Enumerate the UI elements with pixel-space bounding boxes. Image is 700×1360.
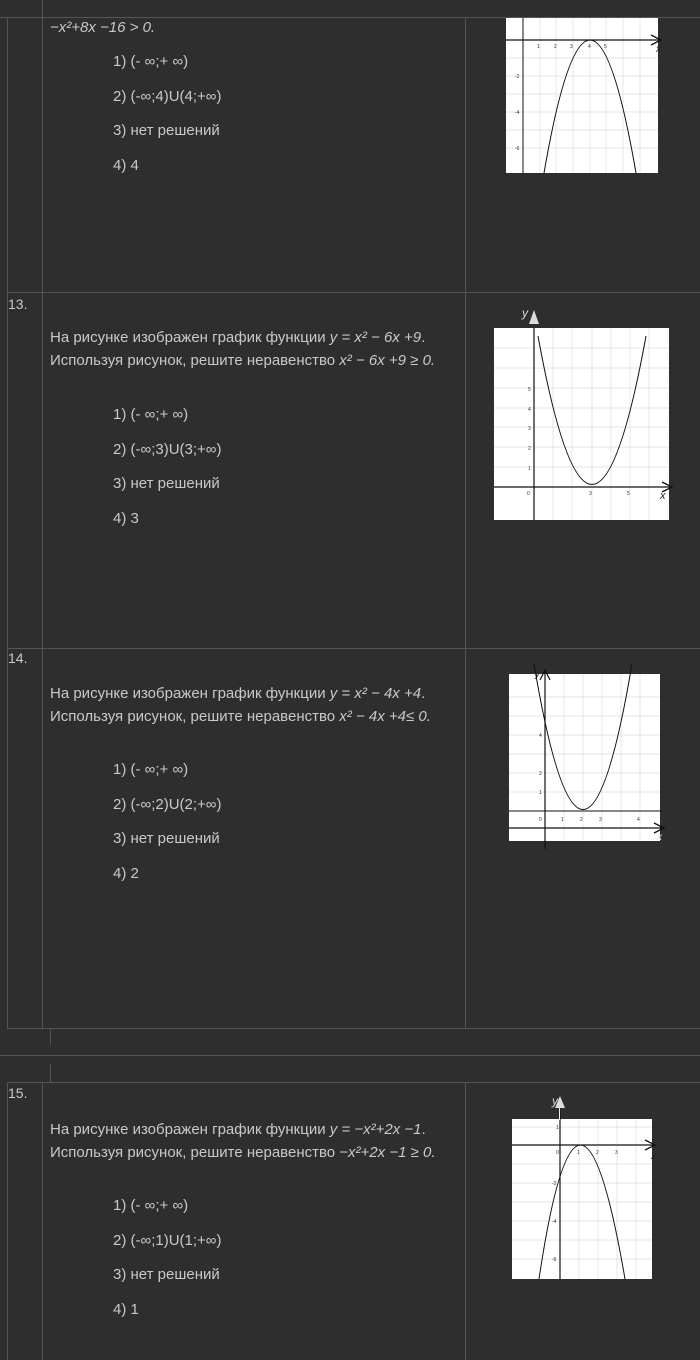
svg-text:1: 1 (528, 466, 531, 472)
q15-inequality: −x²+2x −1 ≥ 0. (339, 1144, 436, 1161)
q14-text: На рисунке изображен график функции y = x² − 4x +4. Используя рисунок, решите неравенство x² − 4x +4≤ 0. (50, 685, 431, 725)
svg-text:2: 2 (528, 446, 531, 452)
svg-text:-2: -2 (552, 1181, 557, 1187)
q13-inequality: x² − 6x +9 ≥ 0. (339, 352, 436, 369)
q14-function: y = x² − 4x +4 (329, 685, 422, 702)
table-number-col-divider (42, 0, 43, 1029)
svg-text:3: 3 (599, 817, 602, 823)
table-border-left (7, 17, 8, 1029)
svg-text:2: 2 (554, 44, 557, 50)
q13-option-2[interactable]: 2) (-∞;3)U(3;+∞) (113, 440, 222, 458)
q13-graph (494, 306, 669, 520)
y-axis-label: y (535, 669, 540, 680)
q15-option-2[interactable]: 2) (-∞;1)U(1;+∞) (113, 1231, 222, 1249)
q13-option-3[interactable]: 3) нет решений (113, 475, 220, 492)
q12-option-3[interactable]: 3) нет решений (113, 122, 220, 139)
page-break (0, 1055, 700, 1056)
x-axis-label: x (656, 44, 661, 55)
q12-graph-svg (506, 18, 666, 173)
svg-text:3: 3 (570, 44, 573, 50)
svg-text:0: 0 (539, 817, 542, 823)
svg-text:4: 4 (539, 733, 542, 739)
svg-text:-4: -4 (552, 1219, 557, 1225)
x-axis-label: x (651, 1151, 656, 1162)
svg-text:2: 2 (539, 771, 542, 777)
q15-function: y = −x²+2x −1 (329, 1121, 422, 1138)
q15-option-1[interactable]: 1) (- ∞;+ ∞) (113, 1197, 189, 1214)
q13-graph-svg (494, 328, 674, 520)
svg-text:4: 4 (637, 817, 640, 823)
q13-option-4[interactable]: 4) 3 (113, 509, 139, 527)
y-axis-label: y (522, 306, 528, 320)
svg-text:2: 2 (596, 1150, 599, 1156)
q15-options (113, 1197, 221, 1335)
q14-number: 14. (8, 650, 28, 666)
page-mark-2 (50, 1064, 51, 1082)
q15-graph-svg (512, 1119, 662, 1279)
svg-text:3: 3 (589, 491, 592, 497)
x-axis-label: x (657, 832, 662, 843)
svg-text:4: 4 (528, 407, 531, 413)
q13-number: 13. (8, 296, 28, 312)
svg-text:3: 3 (615, 1150, 618, 1156)
svg-text:5: 5 (627, 491, 630, 497)
row-divider-13 (7, 292, 700, 293)
svg-text:5: 5 (528, 387, 531, 393)
q15-y-axis-label: y (552, 1094, 558, 1108)
table-border-bottom (7, 1028, 700, 1029)
row-divider-14 (7, 648, 700, 649)
q12-graph (506, 18, 661, 173)
svg-text:0: 0 (556, 1150, 559, 1156)
q14-options (113, 761, 221, 899)
q12-option-1[interactable]: 1) (- ∞;+ ∞) (113, 53, 189, 70)
q12-inequality: −x²+8x −16 > 0. (50, 19, 156, 36)
svg-text:-4: -4 (515, 110, 520, 116)
q15-number: 15. (8, 1085, 28, 1101)
q15-option-3[interactable]: 3) нет решений (113, 1266, 220, 1283)
table2-border-top (7, 1082, 700, 1083)
q14-option-4[interactable]: 4) 2 (113, 864, 139, 882)
q14-graph (509, 669, 662, 843)
svg-text:1: 1 (537, 44, 540, 50)
q13-function: y = x² − 6x +9 (329, 329, 422, 346)
svg-text:-6: -6 (552, 1257, 557, 1263)
q13-y-arrow-icon (529, 310, 539, 324)
svg-text:-2: -2 (515, 74, 520, 80)
q15-text: На рисунке изображен график функции y = −x²+2x −1. Используя рисунок, решите неравенство −x²+2x −1 ≥ 0. (50, 1121, 436, 1161)
q13-options (113, 406, 221, 544)
svg-text:-6: -6 (515, 146, 520, 152)
table2-border-left (7, 1082, 8, 1360)
svg-text:1: 1 (556, 1125, 559, 1131)
page-mark-1 (50, 1029, 51, 1045)
q12-option-2[interactable]: 2) (-∞;4)U(4;+∞) (113, 87, 222, 105)
q13-text: На рисунке изображен график функции y = x² − 6x +9. Используя рисунок, решите неравенство x² − 6x +9 ≥ 0. (50, 329, 436, 369)
x-axis-label: x (660, 490, 666, 502)
svg-text:3: 3 (528, 426, 531, 432)
svg-text:5: 5 (604, 44, 607, 50)
svg-text:1: 1 (539, 790, 542, 796)
table-col-divider (465, 17, 466, 1029)
svg-text:2: 2 (580, 817, 583, 823)
q13-option-1[interactable]: 1) (- ∞;+ ∞) (113, 406, 189, 423)
q15-graph (512, 1119, 656, 1279)
q12-options (113, 53, 221, 191)
q15-option-4[interactable]: 4) 1 (113, 1300, 139, 1318)
q12-option-4[interactable]: 4) 4 (113, 156, 139, 174)
table2-col-divider (465, 1082, 466, 1360)
svg-text:1: 1 (561, 817, 564, 823)
table2-number-col-divider (42, 1082, 43, 1360)
q14-option-3[interactable]: 3) нет решений (113, 830, 220, 847)
q14-option-2[interactable]: 2) (-∞;2)U(2;+∞) (113, 795, 222, 813)
q12-condition (50, 16, 460, 39)
svg-text:0: 0 (527, 491, 530, 497)
q14-graph-svg (509, 669, 669, 849)
svg-text:4: 4 (588, 44, 591, 50)
svg-text:1: 1 (577, 1150, 580, 1156)
q14-inequality: x² − 4x +4≤ 0. (339, 708, 431, 725)
q14-option-1[interactable]: 1) (- ∞;+ ∞) (113, 761, 189, 778)
